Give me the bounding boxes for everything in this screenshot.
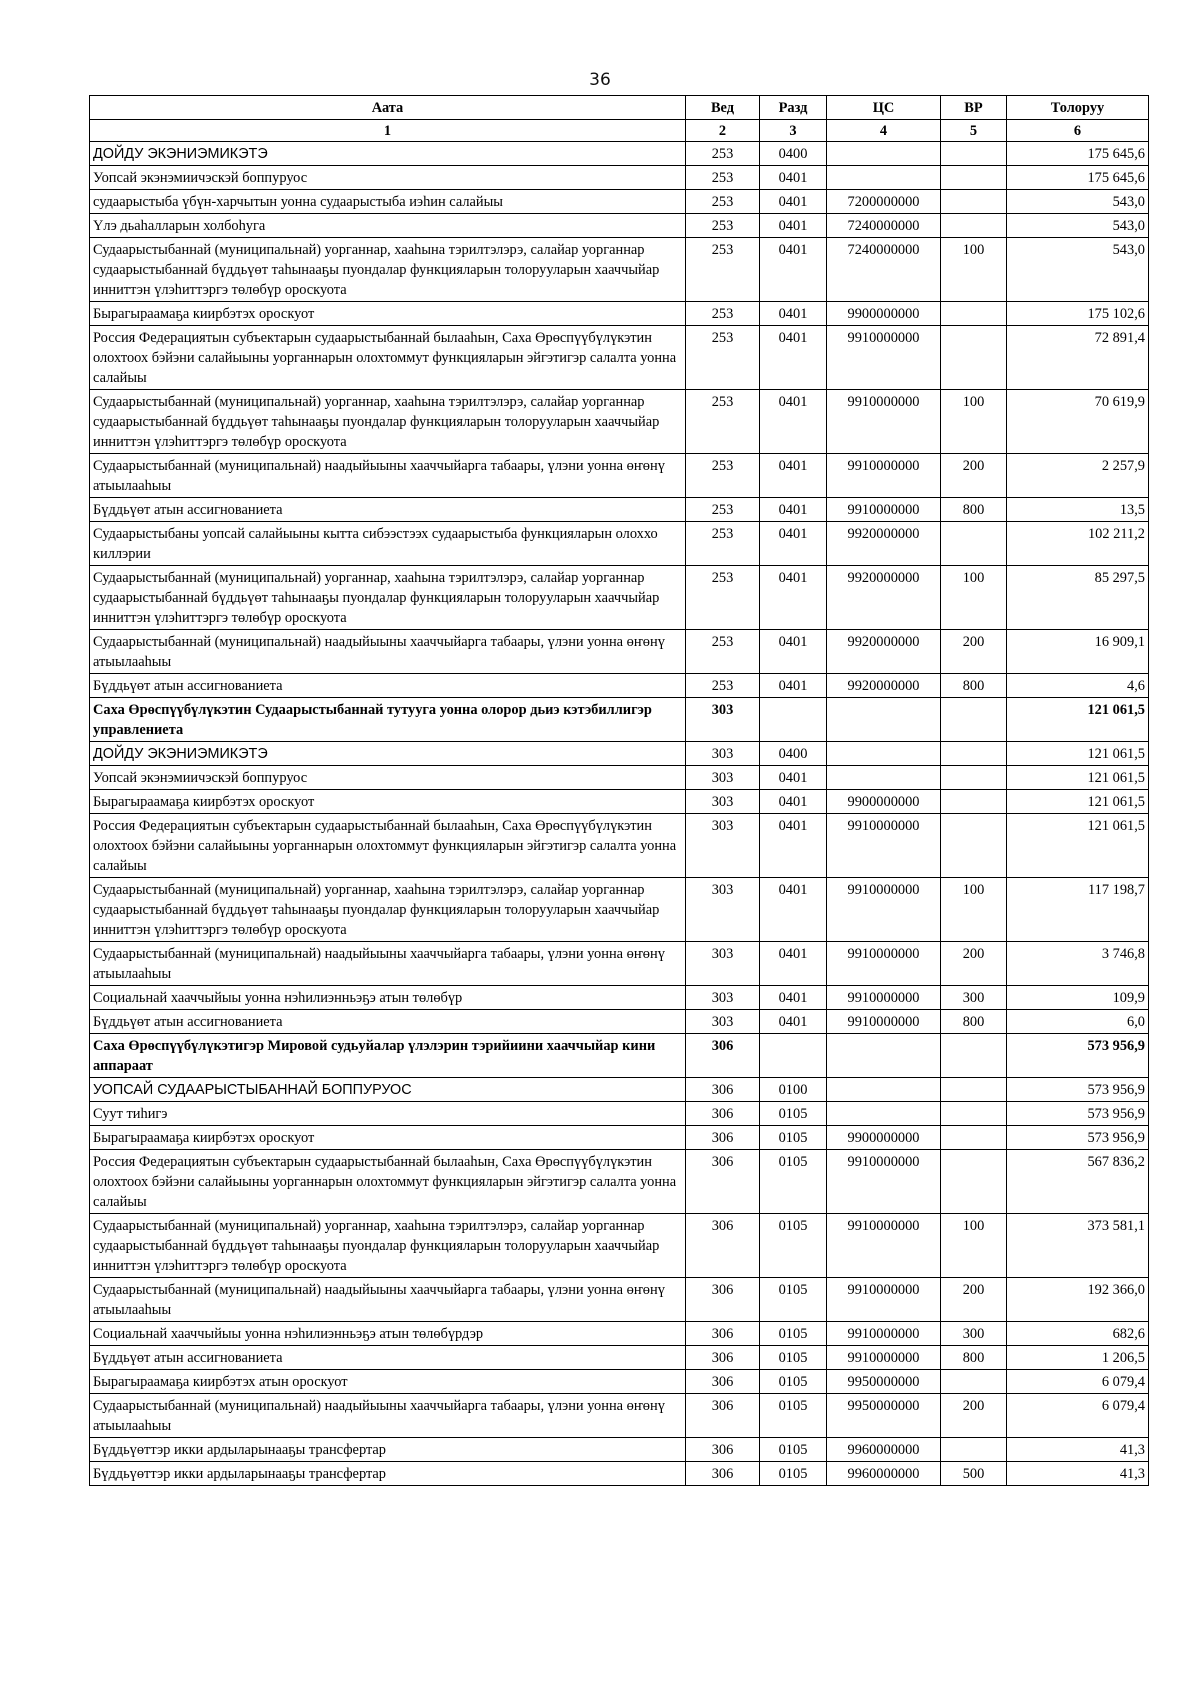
cell-name: УОПСАЙ СУДААРЫСТЫБАННАЙ БОППУРУОС	[90, 1078, 686, 1102]
cell-razd: 0401	[760, 302, 827, 326]
cell-vr: 800	[941, 674, 1007, 698]
cell-ved: 253	[686, 190, 760, 214]
cell-razd: 0401	[760, 674, 827, 698]
table-row	[90, 1214, 1149, 1278]
cell-cs	[827, 698, 941, 742]
cell-vr	[941, 302, 1007, 326]
cell-razd: 0401	[760, 790, 827, 814]
cell-razd: 0400	[760, 142, 827, 166]
cell-razd: 0401	[760, 214, 827, 238]
cell-amount: 121 061,5	[1007, 698, 1149, 742]
cell-razd: 0401	[760, 814, 827, 878]
cell-ved: 303	[686, 986, 760, 1010]
cell-name: Үлэ дьаһалларын холбоһуга	[90, 214, 686, 238]
cell-cs: 9910000000	[827, 454, 941, 498]
cell-cs	[827, 142, 941, 166]
cell-name: Бүддьүөт атын ассигнованиета	[90, 674, 686, 698]
cell-razd: 0401	[760, 630, 827, 674]
cell-vr: 800	[941, 1346, 1007, 1370]
cell-vr: 200	[941, 454, 1007, 498]
cell-ved: 306	[686, 1346, 760, 1370]
cell-amount: 3 746,8	[1007, 942, 1149, 986]
cell-name: Социальнай хааччыйыы уонна нэһилиэнньэҕэ атын төлөбүр	[90, 986, 686, 1010]
table-row	[90, 1102, 1149, 1126]
cell-amount: 543,0	[1007, 190, 1149, 214]
cell-cs: 9920000000	[827, 522, 941, 566]
cell-cs: 9910000000	[827, 1322, 941, 1346]
cell-ved: 303	[686, 766, 760, 790]
cell-amount: 102 211,2	[1007, 522, 1149, 566]
cell-name: Бырагыраамаҕа киирбэтэх ороскуот	[90, 790, 686, 814]
cell-cs	[827, 766, 941, 790]
cell-name: Уопсай экэнэмиичэскэй боппуруос	[90, 766, 686, 790]
cell-vr	[941, 522, 1007, 566]
cell-ved: 303	[686, 698, 760, 742]
cell-vr: 100	[941, 238, 1007, 302]
cell-razd: 0105	[760, 1346, 827, 1370]
cell-razd: 0105	[760, 1102, 827, 1126]
cell-cs: 7200000000	[827, 190, 941, 214]
table-row	[90, 390, 1149, 454]
table-row	[90, 214, 1149, 238]
cell-razd: 0105	[760, 1462, 827, 1486]
table-row	[90, 1010, 1149, 1034]
cell-vr: 800	[941, 1010, 1007, 1034]
cell-ved: 306	[686, 1214, 760, 1278]
header-razd: Разд	[760, 96, 827, 120]
cell-cs: 9910000000	[827, 814, 941, 878]
table-row	[90, 566, 1149, 630]
cell-ved: 306	[686, 1150, 760, 1214]
table-row	[90, 1370, 1149, 1394]
table-row	[90, 1150, 1149, 1214]
column-number: 6	[1007, 120, 1149, 142]
cell-ved: 253	[686, 142, 760, 166]
cell-ved: 253	[686, 454, 760, 498]
cell-vr	[941, 190, 1007, 214]
cell-razd: 0105	[760, 1126, 827, 1150]
cell-cs: 9910000000	[827, 326, 941, 390]
table-row	[90, 1438, 1149, 1462]
cell-razd: 0401	[760, 566, 827, 630]
cell-ved: 306	[686, 1034, 760, 1078]
table-row	[90, 986, 1149, 1010]
cell-name: Бүддьүөттэр икки ардыларынааҕы трансфертар	[90, 1438, 686, 1462]
cell-amount: 192 366,0	[1007, 1278, 1149, 1322]
table-row	[90, 790, 1149, 814]
cell-cs: 9950000000	[827, 1370, 941, 1394]
table-row	[90, 942, 1149, 986]
table-row	[90, 190, 1149, 214]
table-row	[90, 1462, 1149, 1486]
cell-vr	[941, 214, 1007, 238]
cell-cs: 9960000000	[827, 1462, 941, 1486]
cell-name: Саха Өрөспүүбүлүкэтигэр Мировой судьуйалар үлэлэрин тэрийиини хааччыйар кини аппараат	[90, 1034, 686, 1078]
cell-ved: 253	[686, 566, 760, 630]
column-number: 2	[686, 120, 760, 142]
cell-vr	[941, 814, 1007, 878]
cell-razd: 0105	[760, 1322, 827, 1346]
cell-name: Судаарыстыбаннай (муниципальнай) наадыйыыны хааччыйарга табаары, үлэни уонна өҥөнү атыылааһыы	[90, 454, 686, 498]
cell-razd: 0401	[760, 390, 827, 454]
table-row	[90, 498, 1149, 522]
cell-cs: 9920000000	[827, 674, 941, 698]
cell-cs: 9910000000	[827, 986, 941, 1010]
cell-vr: 200	[941, 630, 1007, 674]
cell-vr	[941, 698, 1007, 742]
cell-amount: 109,9	[1007, 986, 1149, 1010]
cell-ved: 303	[686, 1010, 760, 1034]
cell-ved: 306	[686, 1394, 760, 1438]
cell-vr: 200	[941, 1394, 1007, 1438]
cell-ved: 253	[686, 302, 760, 326]
table-row	[90, 454, 1149, 498]
cell-vr: 100	[941, 390, 1007, 454]
cell-razd	[760, 1034, 827, 1078]
cell-ved: 253	[686, 630, 760, 674]
column-number: 4	[827, 120, 941, 142]
table-row	[90, 522, 1149, 566]
column-number: 5	[941, 120, 1007, 142]
cell-name: Россия Федерациятын субъектарын судаарыстыбаннай былааһын, Саха Өрөспүүбүлүкэтин олохтоох бэйэни салайыыны уорганнарын олохтоммут функцияларын эйгэтигэр салалта уонна салайыы	[90, 326, 686, 390]
table-row	[90, 1322, 1149, 1346]
cell-amount: 175 645,6	[1007, 142, 1149, 166]
cell-cs	[827, 166, 941, 190]
cell-name: Бырагыраамаҕа киирбэтэх ороскуот	[90, 1126, 686, 1150]
budget-table	[89, 95, 1149, 1486]
cell-cs: 9910000000	[827, 498, 941, 522]
cell-amount: 85 297,5	[1007, 566, 1149, 630]
cell-amount: 567 836,2	[1007, 1150, 1149, 1214]
cell-cs: 9900000000	[827, 302, 941, 326]
cell-amount: 573 956,9	[1007, 1078, 1149, 1102]
cell-vr	[941, 1126, 1007, 1150]
header-ved: Вед	[686, 96, 760, 120]
table-row	[90, 814, 1149, 878]
table-row	[90, 698, 1149, 742]
cell-name: Судаарыстыбаннай (муниципальнай) уорганнар, хааһына тэрилтэлэрэ, салайар уорганнар судаарыстыбаннай бүддьүөт таһынааҕы пуондалар функцияларын толорууларын хааччыйар инниттэн үлэһиттэргэ төлөбүр ороскуота	[90, 878, 686, 942]
cell-ved: 253	[686, 214, 760, 238]
cell-razd: 0105	[760, 1150, 827, 1214]
cell-vr	[941, 766, 1007, 790]
cell-amount: 70 619,9	[1007, 390, 1149, 454]
cell-razd: 0401	[760, 522, 827, 566]
cell-ved: 253	[686, 390, 760, 454]
cell-amount: 117 198,7	[1007, 878, 1149, 942]
cell-cs: 9960000000	[827, 1438, 941, 1462]
cell-cs: 9920000000	[827, 566, 941, 630]
table-row	[90, 878, 1149, 942]
cell-name: Саха Өрөспүүбүлүкэтин Судаарыстыбаннай тутууга уонна олорор дьиэ кэтэбиллигэр управлениета	[90, 698, 686, 742]
cell-cs: 9910000000	[827, 1278, 941, 1322]
cell-amount: 543,0	[1007, 214, 1149, 238]
cell-name: Социальнай хааччыйыы уонна нэһилиэнньэҕэ атын төлөбүрдэр	[90, 1322, 686, 1346]
cell-vr: 100	[941, 878, 1007, 942]
cell-ved: 306	[686, 1102, 760, 1126]
cell-amount: 1 206,5	[1007, 1346, 1149, 1370]
cell-vr	[941, 1150, 1007, 1214]
cell-amount: 16 909,1	[1007, 630, 1149, 674]
cell-name: Судаарыстыбаннай (муниципальнай) уорганнар, хааһына тэрилтэлэрэ, салайар уорганнар судаарыстыбаннай бүддьүөт таһынааҕы пуондалар функцияларын толорууларын хааччыйар инниттэн үлэһиттэргэ төлөбүр ороскуота	[90, 390, 686, 454]
cell-amount: 121 061,5	[1007, 790, 1149, 814]
cell-razd: 0401	[760, 238, 827, 302]
cell-ved: 253	[686, 498, 760, 522]
cell-vr	[941, 326, 1007, 390]
cell-razd	[760, 698, 827, 742]
cell-name: Россия Федерациятын субъектарын судаарыстыбаннай былааһын, Саха Өрөспүүбүлүкэтин олохтоох бэйэни салайыыны уорганнарын олохтоммут функцияларын эйгэтигэр салалта уонна салайыы	[90, 814, 686, 878]
cell-ved: 306	[686, 1126, 760, 1150]
table-row	[90, 1078, 1149, 1102]
cell-vr: 200	[941, 1278, 1007, 1322]
cell-ved: 303	[686, 814, 760, 878]
column-number: 3	[760, 120, 827, 142]
cell-cs: 7240000000	[827, 238, 941, 302]
cell-cs: 9910000000	[827, 1150, 941, 1214]
cell-razd: 0401	[760, 942, 827, 986]
cell-cs: 9900000000	[827, 1126, 941, 1150]
cell-vr	[941, 790, 1007, 814]
cell-amount: 121 061,5	[1007, 742, 1149, 766]
cell-amount: 373 581,1	[1007, 1214, 1149, 1278]
cell-ved: 306	[686, 1278, 760, 1322]
cell-ved: 253	[686, 522, 760, 566]
cell-name: Судаарыстыбаны уопсай салайыыны кытта сибээстээх судаарыстыба функцияларын олоххо киллэрии	[90, 522, 686, 566]
table-row	[90, 142, 1149, 166]
cell-razd: 0105	[760, 1278, 827, 1322]
cell-razd: 0400	[760, 742, 827, 766]
cell-cs: 9910000000	[827, 878, 941, 942]
table-row	[90, 302, 1149, 326]
cell-ved: 303	[686, 742, 760, 766]
cell-amount: 6 079,4	[1007, 1394, 1149, 1438]
cell-name: Судаарыстыбаннай (муниципальнай) наадыйыыны хааччыйарга табаары, үлэни уонна өҥөнү атыылааһыы	[90, 1278, 686, 1322]
cell-cs: 7240000000	[827, 214, 941, 238]
cell-cs: 9900000000	[827, 790, 941, 814]
header-amount: Толоруу	[1007, 96, 1149, 120]
cell-vr	[941, 1102, 1007, 1126]
cell-ved: 306	[686, 1078, 760, 1102]
cell-vr: 100	[941, 566, 1007, 630]
cell-name: Россия Федерациятын субъектарын судаарыстыбаннай былааһын, Саха Өрөспүүбүлүкэтин олохтоох бэйэни салайыыны уорганнарын олохтоммут функцияларын эйгэтигэр салалта уонна салайыы	[90, 1150, 686, 1214]
cell-name: Суут тиһигэ	[90, 1102, 686, 1126]
column-number: 1	[90, 120, 686, 142]
cell-name: Бүддьүөт атын ассигнованиета	[90, 498, 686, 522]
cell-vr: 300	[941, 1322, 1007, 1346]
cell-razd: 0401	[760, 454, 827, 498]
cell-cs: 9910000000	[827, 390, 941, 454]
cell-razd: 0401	[760, 166, 827, 190]
cell-name: Бырагыраамаҕа киирбэтэх ороскуот	[90, 302, 686, 326]
table-row	[90, 674, 1149, 698]
cell-vr	[941, 1438, 1007, 1462]
cell-cs: 9910000000	[827, 1346, 941, 1370]
cell-ved: 306	[686, 1370, 760, 1394]
cell-ved: 306	[686, 1322, 760, 1346]
cell-razd: 0105	[760, 1394, 827, 1438]
cell-ved: 253	[686, 166, 760, 190]
table-body	[90, 142, 1149, 1486]
cell-razd: 0401	[760, 878, 827, 942]
cell-name: Судаарыстыбаннай (муниципальнай) наадыйыыны хааччыйарга табаары, үлэни уонна өҥөнү атыылааһыы	[90, 630, 686, 674]
header-cs: ЦС	[827, 96, 941, 120]
cell-amount: 543,0	[1007, 238, 1149, 302]
cell-razd: 0105	[760, 1370, 827, 1394]
cell-vr	[941, 142, 1007, 166]
cell-razd: 0401	[760, 986, 827, 1010]
cell-vr: 500	[941, 1462, 1007, 1486]
table-row	[90, 1346, 1149, 1370]
page-number: 36	[589, 70, 611, 90]
cell-cs	[827, 1102, 941, 1126]
cell-ved: 306	[686, 1438, 760, 1462]
table-row	[90, 766, 1149, 790]
header-row	[90, 96, 1149, 120]
cell-name: Судаарыстыбаннай (муниципальнай) уорганнар, хааһына тэрилтэлэрэ, салайар уорганнар судаарыстыбаннай бүддьүөт таһынааҕы пуондалар функцияларын толорууларын хааччыйар инниттэн үлэһиттэргэ төлөбүр ороскуота	[90, 238, 686, 302]
cell-amount: 4,6	[1007, 674, 1149, 698]
cell-name: Судаарыстыбаннай (муниципальнай) наадыйыыны хааччыйарга табаары, үлэни уонна өҥөнү атыылааһыы	[90, 942, 686, 986]
cell-amount: 573 956,9	[1007, 1102, 1149, 1126]
cell-name: Бүддьүөт атын ассигнованиета	[90, 1010, 686, 1034]
cell-amount: 175 645,6	[1007, 166, 1149, 190]
cell-vr	[941, 166, 1007, 190]
cell-vr	[941, 742, 1007, 766]
cell-cs: 9910000000	[827, 1010, 941, 1034]
table-row	[90, 326, 1149, 390]
column-number-row	[90, 120, 1149, 142]
cell-ved: 253	[686, 238, 760, 302]
cell-vr	[941, 1034, 1007, 1078]
cell-vr: 300	[941, 986, 1007, 1010]
cell-amount: 682,6	[1007, 1322, 1149, 1346]
cell-name: Судаарыстыбаннай (муниципальнай) наадыйыыны хааччыйарга табаары, үлэни уонна өҥөнү атыылааһыы	[90, 1394, 686, 1438]
cell-name: Бырагыраамаҕа киирбэтэх атын ороскуот	[90, 1370, 686, 1394]
cell-razd: 0401	[760, 766, 827, 790]
cell-name: Бүддьүөт атын ассигнованиета	[90, 1346, 686, 1370]
cell-ved: 303	[686, 942, 760, 986]
cell-razd: 0100	[760, 1078, 827, 1102]
table-row	[90, 1126, 1149, 1150]
table-row	[90, 742, 1149, 766]
cell-razd: 0401	[760, 1010, 827, 1034]
cell-amount: 6,0	[1007, 1010, 1149, 1034]
cell-razd: 0401	[760, 498, 827, 522]
table-row	[90, 238, 1149, 302]
cell-ved: 303	[686, 878, 760, 942]
cell-amount: 6 079,4	[1007, 1370, 1149, 1394]
cell-vr	[941, 1370, 1007, 1394]
cell-cs: 9910000000	[827, 1214, 941, 1278]
table-row	[90, 1278, 1149, 1322]
cell-ved: 253	[686, 326, 760, 390]
cell-name: Судаарыстыбаннай (муниципальнай) уорганнар, хааһына тэрилтэлэрэ, салайар уорганнар судаарыстыбаннай бүддьүөт таһынааҕы пуондалар функцияларын толорууларын хааччыйар инниттэн үлэһиттэргэ төлөбүр ороскуота	[90, 1214, 686, 1278]
cell-amount: 121 061,5	[1007, 814, 1149, 878]
table-row	[90, 166, 1149, 190]
cell-ved: 253	[686, 674, 760, 698]
cell-amount: 72 891,4	[1007, 326, 1149, 390]
cell-razd: 0105	[760, 1438, 827, 1462]
cell-razd: 0401	[760, 190, 827, 214]
cell-name: ДОЙДУ ЭКЭНИЭМИКЭТЭ	[90, 742, 686, 766]
cell-amount: 175 102,6	[1007, 302, 1149, 326]
cell-cs	[827, 1034, 941, 1078]
table-row	[90, 1394, 1149, 1438]
cell-ved: 303	[686, 790, 760, 814]
cell-cs: 9910000000	[827, 942, 941, 986]
cell-cs	[827, 1078, 941, 1102]
cell-amount: 13,5	[1007, 498, 1149, 522]
cell-ved: 306	[686, 1462, 760, 1486]
cell-name: Судаарыстыбаннай (муниципальнай) уорганнар, хааһына тэрилтэлэрэ, салайар уорганнар судаарыстыбаннай бүддьүөт таһынааҕы пуондалар функцияларын толорууларын хааччыйар инниттэн үлэһиттэргэ төлөбүр ороскуота	[90, 566, 686, 630]
cell-vr: 100	[941, 1214, 1007, 1278]
header-name: Аата	[90, 96, 686, 120]
cell-cs: 9920000000	[827, 630, 941, 674]
table-row	[90, 630, 1149, 674]
cell-cs	[827, 742, 941, 766]
cell-amount: 573 956,9	[1007, 1126, 1149, 1150]
cell-amount: 2 257,9	[1007, 454, 1149, 498]
table-row	[90, 1034, 1149, 1078]
cell-cs: 9950000000	[827, 1394, 941, 1438]
header-vr: ВР	[941, 96, 1007, 120]
cell-amount: 121 061,5	[1007, 766, 1149, 790]
cell-amount: 41,3	[1007, 1462, 1149, 1486]
cell-vr: 200	[941, 942, 1007, 986]
cell-name: ДОЙДУ ЭКЭНИЭМИКЭТЭ	[90, 142, 686, 166]
cell-name: судаарыстыба үбүн-харчытын уонна судаарыстыба иэһин салайыы	[90, 190, 686, 214]
cell-amount: 573 956,9	[1007, 1034, 1149, 1078]
cell-name: Бүддьүөттэр икки ардыларынааҕы трансфертар	[90, 1462, 686, 1486]
cell-vr: 800	[941, 498, 1007, 522]
cell-amount: 41,3	[1007, 1438, 1149, 1462]
cell-razd: 0105	[760, 1214, 827, 1278]
cell-name: Уопсай экэнэмиичэскэй боппуруос	[90, 166, 686, 190]
cell-razd: 0401	[760, 326, 827, 390]
cell-vr	[941, 1078, 1007, 1102]
